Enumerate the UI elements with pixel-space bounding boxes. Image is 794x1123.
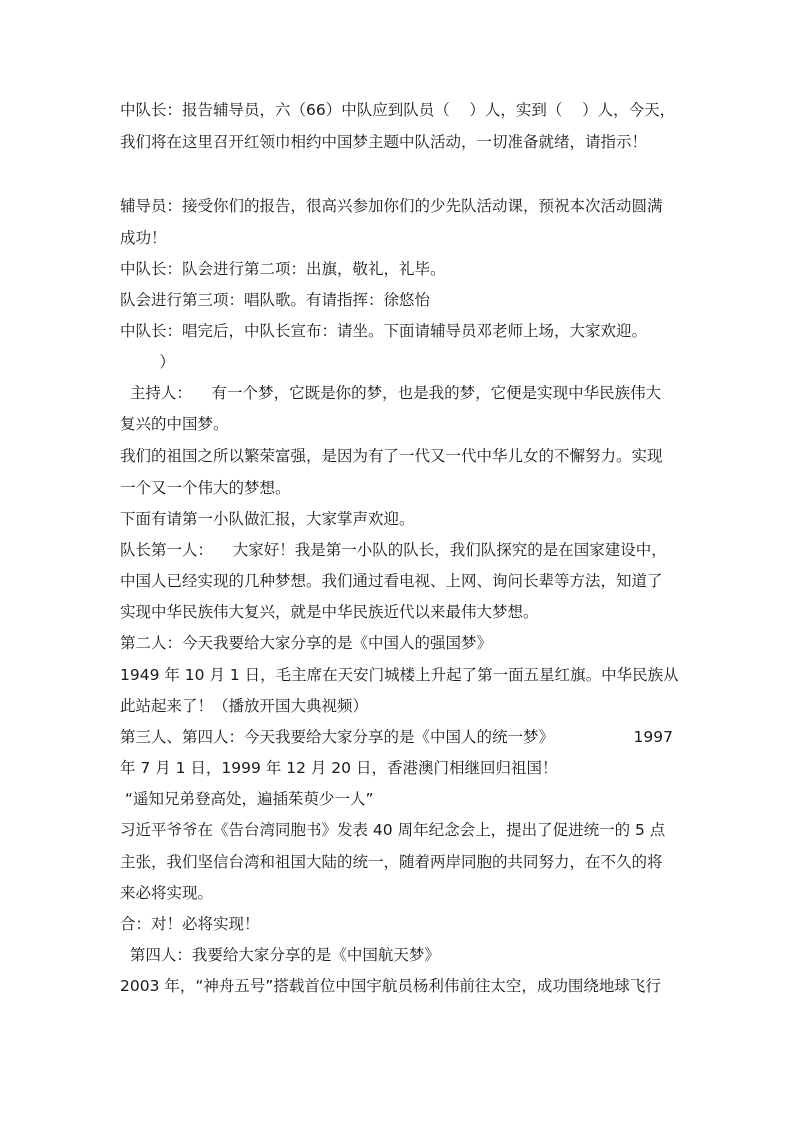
text-line: 中队长：唱完后，中队长宣布：请坐。下面请辅导员邓老师上场，大家欢迎。: [120, 322, 648, 340]
text-line: 此站起来了！（播放开国大典视频）: [120, 697, 369, 715]
text-line: 中队长：队会进行第二项：出旗，敬礼，礼毕。: [120, 260, 446, 278]
text-line: 主持人： 有一个梦，它既是你的梦，也是我的梦，它便是实现中华民族伟大: [120, 384, 662, 402]
text-line: 来必将实现。: [120, 884, 214, 902]
text-line: 年 7 月 1 日，1999 年 12 月 20 日，香港澳门相继回归祖国！: [120, 759, 558, 777]
text-line: 2003 年，“神舟五号”搭载首位中国宇航员杨利伟前往太空，成功围绕地球飞行: [120, 977, 661, 995]
text-line: 辅导员：接受你们的报告，很高兴参加你们的少先队活动课，预祝本次活动圆满: [120, 197, 663, 215]
text-line: 下面有请第一小队做汇报，大家掌声欢迎。: [120, 510, 415, 528]
text-line: 我们将在这里召开红领巾相约中国梦主题中队活动，一切准备就绪，请指示！: [120, 133, 648, 151]
text-line: 中国人已经实现的几种梦想。我们通过看电视、上网、询问长辈等方法，知道了: [120, 572, 663, 590]
text-line: 主张，我们坚信台湾和祖国大陆的统一，随着两岸同胞的共同努力，在不久的将: [120, 853, 663, 871]
text-line: 第三人、第四人：今天我要给大家分享的是《中国人的统一梦》: [120, 728, 555, 746]
text-line: 复兴的中国梦。: [120, 415, 229, 433]
text-line: 中队长：报告辅导员，六（66）中队应到队员（ ）人，实到（ ）人，今天，: [120, 101, 676, 119]
text-line: 第四人：我要给大家分享的是《中国航天梦》: [120, 946, 440, 964]
text-line: 1949 年 10 月 1 日，毛主席在天安门城楼上升起了第一面五星红旗。中华民族从: [120, 666, 679, 684]
year-text: 1997: [633, 728, 673, 746]
text-line: 队会进行第三项：唱队歌。有请指挥：徐悠怡: [120, 291, 431, 309]
text-line: 合：对！必将实现！: [120, 915, 260, 933]
text-line: 我们的祖国之所以繁荣富强，是因为有了一代又一代中华儿女的不懈努力。实现: [120, 447, 663, 465]
text-line: “遥知兄弟登高处，遍插茱萸少一人”: [120, 790, 374, 808]
text-line: 实现中华民族伟大复兴，就是中华民族近代以来最伟大梦想。: [120, 603, 539, 621]
text-line: 习近平爷爷在《告台湾同胞书》发表 40 周年纪念会上，提出了促进统一的 5 点: [120, 821, 666, 839]
text-line: 成功！: [120, 229, 167, 247]
text-line: 第二人：今天我要给大家分享的是《中国人的强国梦》: [120, 634, 493, 652]
text-line: ）: [120, 353, 175, 371]
text-line: 队长第一人： 大家好！我是第一小队的队长，我们队探究的是在国家建设中，: [120, 541, 667, 559]
text-line: 一个又一个伟大的梦想。: [120, 479, 291, 497]
